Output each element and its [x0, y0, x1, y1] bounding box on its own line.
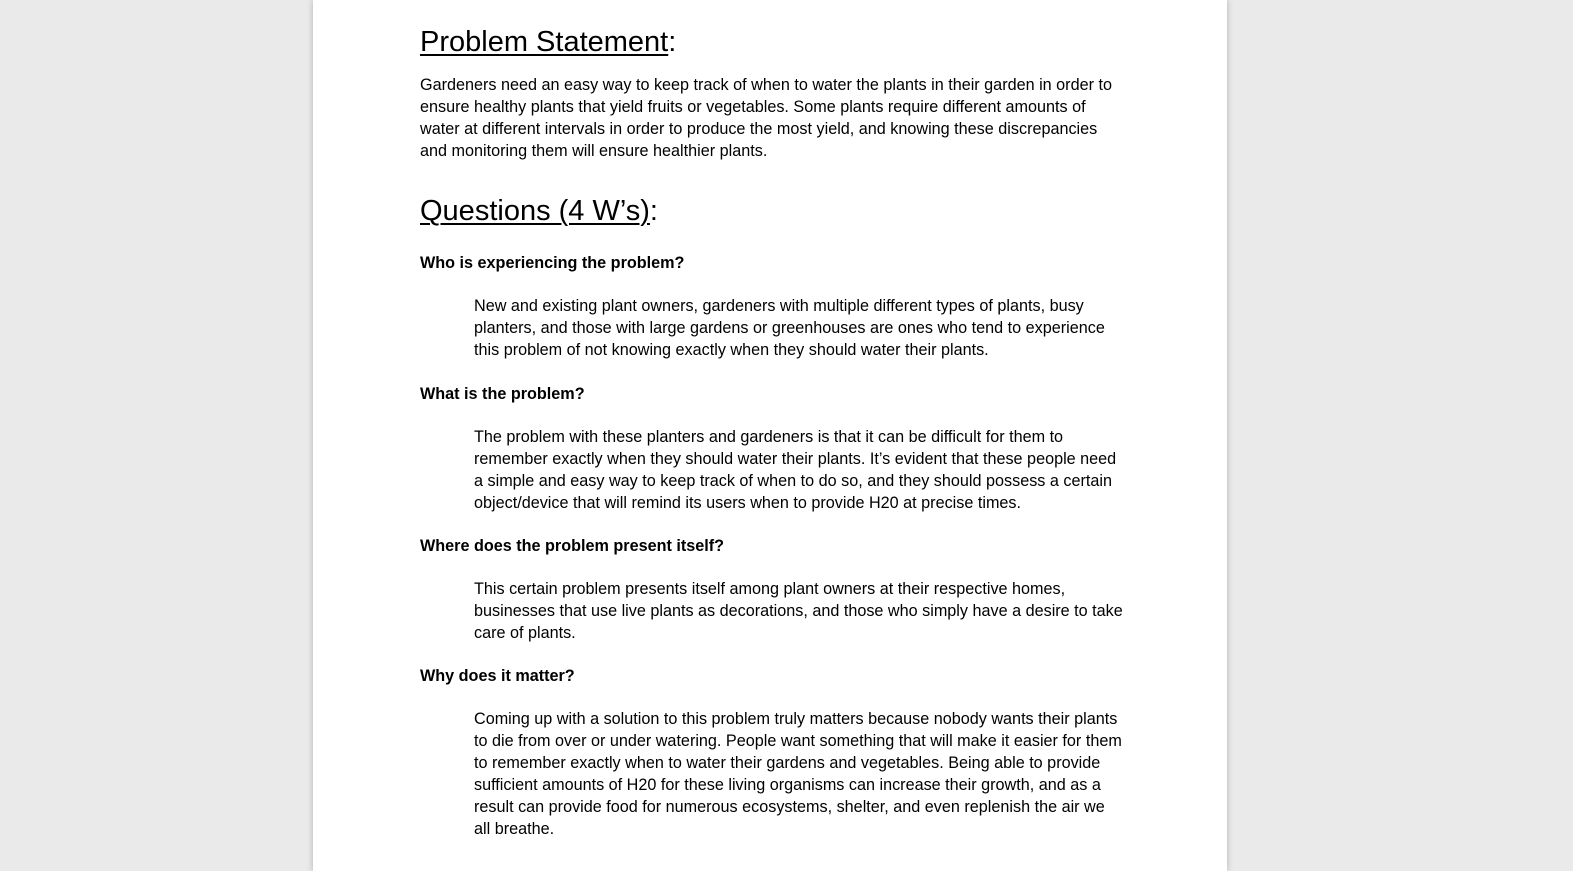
- question-what: What is the problem?: [420, 385, 585, 403]
- questions-heading-colon: :: [649, 195, 658, 227]
- document-content: [420, 23, 1123, 840]
- problem-statement-heading: [420, 23, 1120, 61]
- problem-statement-body: Gardeners need an easy way to keep track of when to water the plants in their garden in order to ensure healthy plants that yield fruits or vegetables. Some plants require different amounts of water at different intervals in order to produce the most yield, and knowing these discrepancies and monitoring them will ensure healthier plants.: [420, 76, 1112, 160]
- answer-why: Coming up with a solution to this problem truly matters because nobody wants their plants to die from over or under watering. People want something that will make it easier for them to remember exactly when to water their gardens and vegetables. Being able to provide sufficient amounts of H20 for these living organisms can increase their growth, and as a result can provide food for numerous ecosystems, shelter, and even replenish the air we all breathe.: [474, 710, 1122, 838]
- question-who: Who is experiencing the problem?: [420, 254, 685, 272]
- question-why: Why does it matter?: [420, 667, 575, 685]
- questions-heading: [420, 192, 1120, 230]
- problem-statement-heading-colon: :: [668, 26, 677, 58]
- answer-what: The problem with these planters and gardeners is that it can be difficult for them to remember exactly when they should water their plants. It’s evident that these people need a simple and easy way to keep track of when to do so, and they should possess a certain object/device that will remind its users when to provide H20 at precise times.: [474, 428, 1117, 512]
- document-page: [313, 0, 1227, 871]
- answer-where: This certain problem presents itself among plant owners at their respective homes, businesses that use live plants as decorations, and those who simply have a desire to take care of plants.: [474, 580, 1123, 642]
- question-where: Where does the problem present itself?: [420, 537, 725, 555]
- questions-heading-text: Questions (4 W’s): [420, 195, 650, 227]
- answer-who: New and existing plant owners, gardeners with multiple different types of plants, busy planters, and those with large gardens or greenhouses are ones who tend to experience this problem of not knowing exactly when they should water their plants.: [474, 297, 1105, 359]
- problem-statement-heading-text: Problem Statement: [420, 26, 669, 58]
